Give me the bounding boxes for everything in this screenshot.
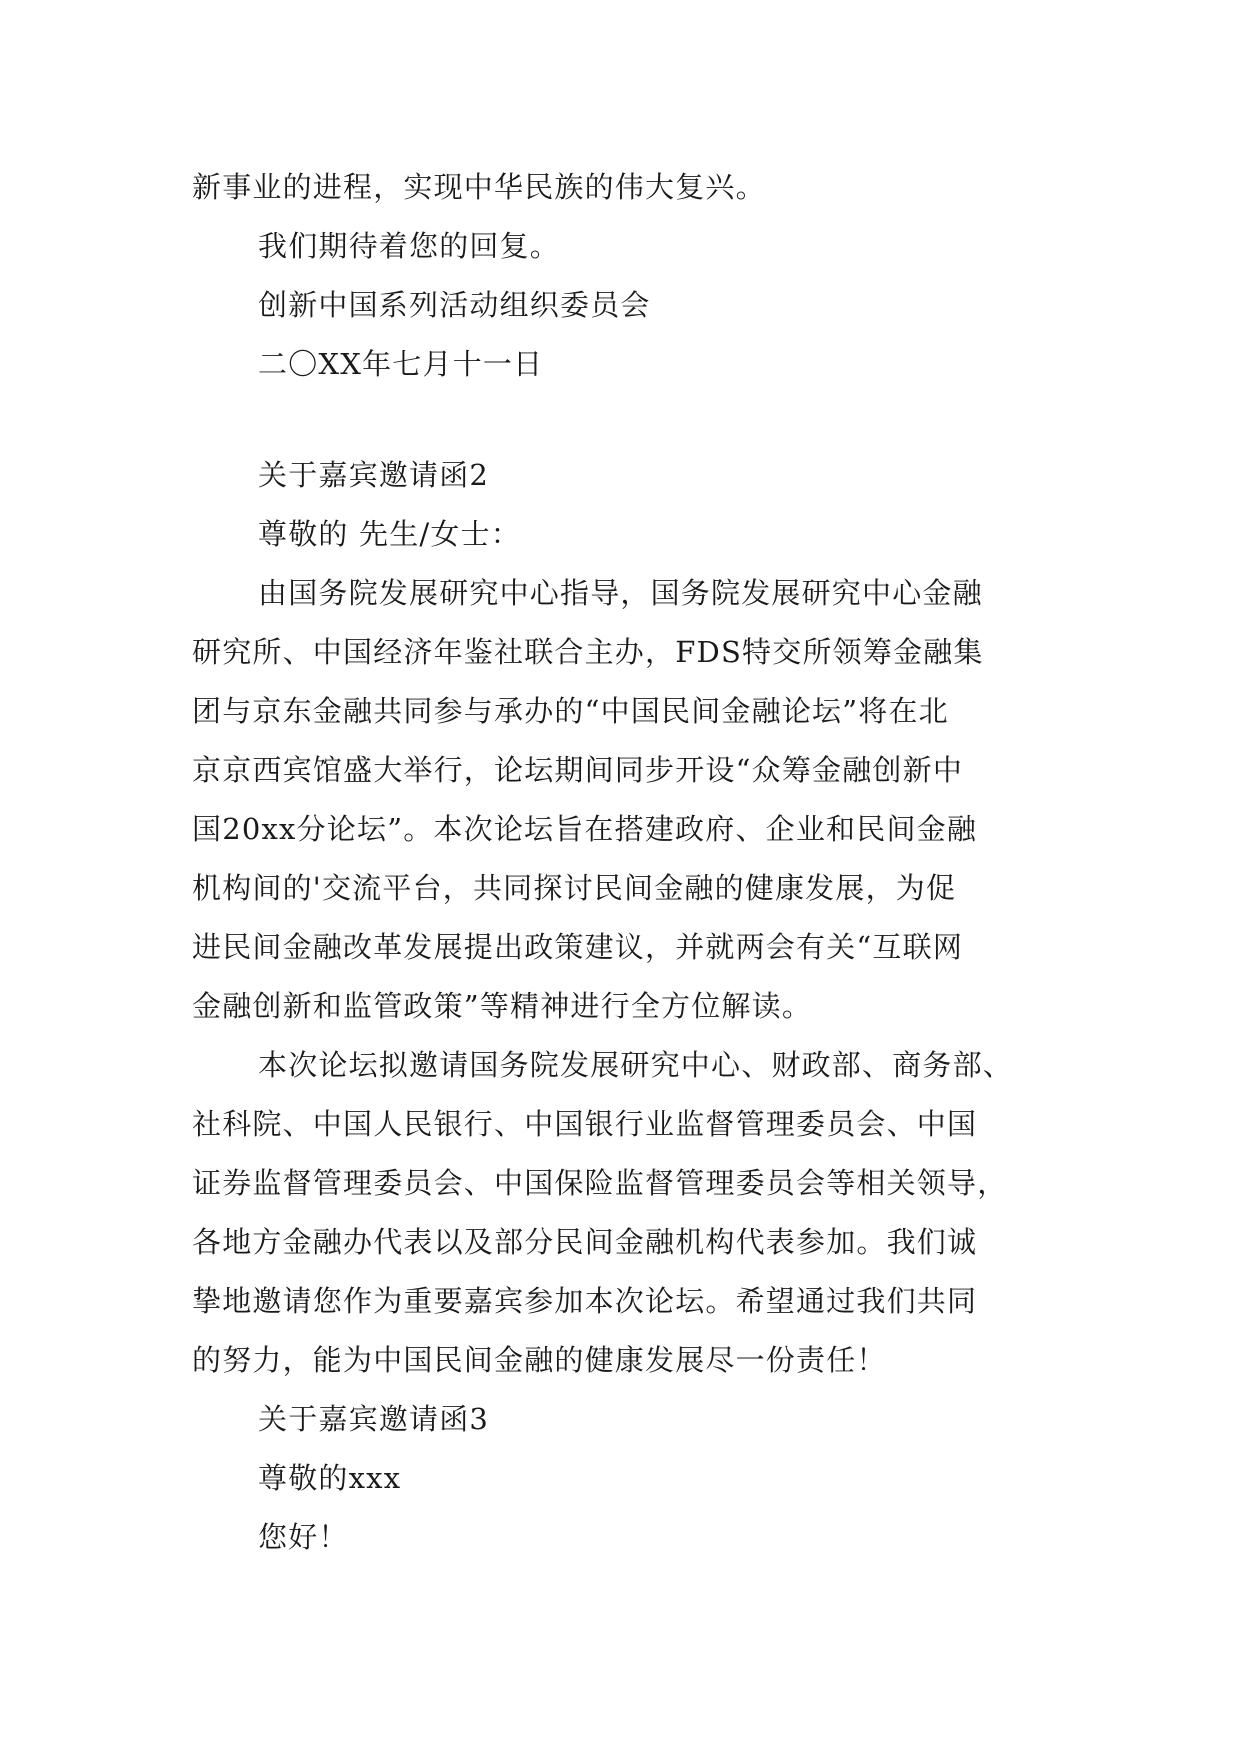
- paragraph-line: 机构间的'交流平台，共同探讨民间金融的健康发展，为促: [192, 871, 957, 905]
- letter3-salutation: 尊敬的xxx: [258, 1461, 402, 1495]
- paragraph-line: 证券监督管理委员会、中国保险监督管理委员会等相关领导，: [192, 1166, 1008, 1200]
- section-gap: [192, 394, 1050, 446]
- letter3-title: 关于嘉宾邀请函3: [258, 1402, 490, 1436]
- paragraph-line: 社科院、中国人民银行、中国银行业监督管理委员会、中国: [192, 1107, 978, 1141]
- document-body: [192, 158, 1050, 1567]
- paragraph-line: 由国务院发展研究中心指导，国务院发展研究中心金融: [258, 576, 983, 610]
- paragraph-line: 国20xx分论坛”。本次论坛旨在搭建政府、企业和民间金融: [192, 812, 978, 846]
- paragraph-line: 的努力，能为中国民间金融的健康发展尽一份责任！: [192, 1343, 887, 1377]
- letter1-date: 二〇XX年七月十一日: [258, 347, 544, 381]
- paragraph-line: 团与京东金融共同参与承办的“中国民间金融论坛”将在北: [192, 694, 949, 728]
- paragraph-line: 进民间金融改革发展提出政策建议，并就两会有关“互联网: [192, 930, 964, 964]
- paragraph-line: 挚地邀请您作为重要嘉宾参加本次论坛。希望通过我们共同: [192, 1284, 978, 1318]
- paragraph-line: 各地方金融办代表以及部分民间金融机构代表参加。我们诚: [192, 1225, 978, 1259]
- letter2-title: 关于嘉宾邀请函2: [258, 458, 490, 492]
- letter2-paragraph-1: [192, 564, 1050, 1036]
- paragraph-line: 研究所、中国经济年鉴社联合主办，FDS特交所领筹金融集: [192, 635, 984, 669]
- letter1-closing-line: 新事业的进程，实现中华民族的伟大复兴。: [192, 170, 766, 204]
- letter1-signature: 创新中国系列活动组织委员会: [258, 288, 651, 322]
- letter3-greeting: 您好！: [258, 1520, 349, 1554]
- letter2-salutation: 尊敬的 先生/女士：: [258, 517, 521, 551]
- letter1-await-reply: 我们期待着您的回复。: [258, 229, 561, 263]
- paragraph-line: 本次论坛拟邀请国务院发展研究中心、财政部、商务部、: [258, 1048, 1014, 1082]
- letter2-paragraph-2: [192, 1036, 1050, 1390]
- paragraph-line: 金融创新和监管政策”等精神进行全方位解读。: [192, 989, 813, 1023]
- paragraph-line: 京京西宾馆盛大举行，论坛期间同步开设“众筹金融创新中: [192, 753, 964, 787]
